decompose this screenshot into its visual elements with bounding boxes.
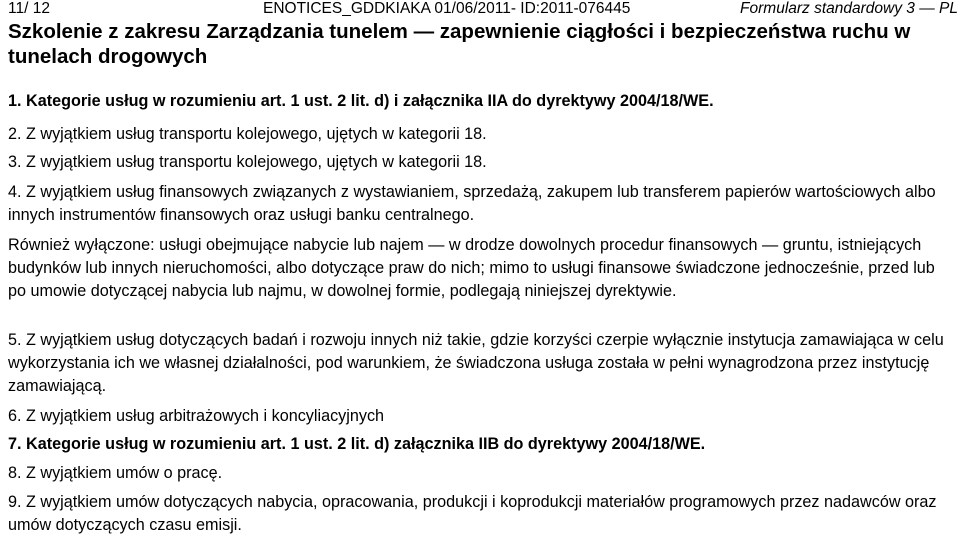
footnote-number: 2. — [8, 125, 22, 143]
footnote-text: Z wyjątkiem usług transportu kolejowego, ujętych w kategorii 18. — [26, 153, 487, 171]
page-number: 11/ 12 — [8, 0, 50, 17]
footnote-number: 7. — [8, 435, 22, 453]
footnote-6 — [8, 405, 956, 428]
footnote-text: Z wyjątkiem usług finansowych związanych z wystawianiem, sprzedażą, zakupem lub transferem papierów wartościowych albo innych instrumentów finansowych oraz usługi banku centralnego. — [8, 183, 936, 224]
form-label: Formularz standardowy 3 — PL — [740, 0, 958, 17]
footnote-9 — [8, 491, 956, 537]
document-id: ENOTICES_GDDKIAKA 01/06/2011- ID:2011-076445 — [263, 0, 631, 17]
footnote-7 — [8, 433, 956, 456]
footnote-text: Z wyjątkiem usług dotyczących badań i rozwoju innych niż takie, gdzie korzyści czerpie wyłącznie instytucja zamawiająca w celu wykorzystania ich we własnej działalności, pod warunkiem, że świadczona usługa została w pełni wynagrodzona przez instytucję zamawiającą. — [8, 331, 944, 395]
document-title: Szkolenie z zakresu Zarządzania tunelem — zapewnienie ciągłości i bezpieczeństwa ruchu w tunelach drogowych — [8, 20, 911, 68]
footnote-number: 5. — [8, 331, 22, 349]
footnote-number: 4. — [8, 183, 22, 201]
footnote-text: Również wyłączone: usługi obejmujące nabycie lub najem — w drodze dowolnych procedur finansowych — gruntu, istniejących budynków lub innych nieruchomości, albo dotyczące praw do nich; mimo to usługi finansowe świadczone jednocześnie, przed lub po umowie dotyczącej nabycia lub najmu, w dowolnej formie, podlegają niniejszej dyrektywie. — [8, 236, 935, 300]
footnote-text: Z wyjątkiem usług transportu kolejowego, ujętych w kategorii 18. — [26, 125, 487, 143]
footnote-2 — [8, 123, 956, 146]
footnote-3 — [8, 151, 956, 174]
footnote-number: 9. — [8, 493, 22, 511]
footnote-text: Z wyjątkiem usług arbitrażowych i koncyliacyjnych — [26, 407, 385, 425]
footnote-4 — [8, 181, 956, 227]
footnote-number: 8. — [8, 464, 22, 482]
footnote-1 — [8, 90, 956, 113]
footnote-number: 1. — [8, 92, 22, 110]
footnote-5 — [8, 329, 956, 398]
footnote-text: Z wyjątkiem umów o pracę. — [26, 464, 223, 482]
footnote-8 — [8, 462, 956, 485]
footnote-number: 6. — [8, 407, 22, 425]
page-header — [8, 0, 958, 18]
footnote-text: Kategorie usług w rozumieniu art. 1 ust. 2 lit. d) i załącznika IIA do dyrektywy 2004/18/WE. — [26, 92, 714, 110]
footnote-number: 3. — [8, 153, 22, 171]
footnote-text: Z wyjątkiem umów dotyczących nabycia, opracowania, produkcji i koprodukcji materiałów programowych przez nadawców oraz umów dotyczących czasu emisji. — [8, 493, 937, 534]
footnote-text: Kategorie usług w rozumieniu art. 1 ust. 2 lit. d) załącznika IIB do dyrektywy 2004/18/WE. — [26, 435, 706, 453]
footnote-4-continuation — [8, 234, 956, 303]
